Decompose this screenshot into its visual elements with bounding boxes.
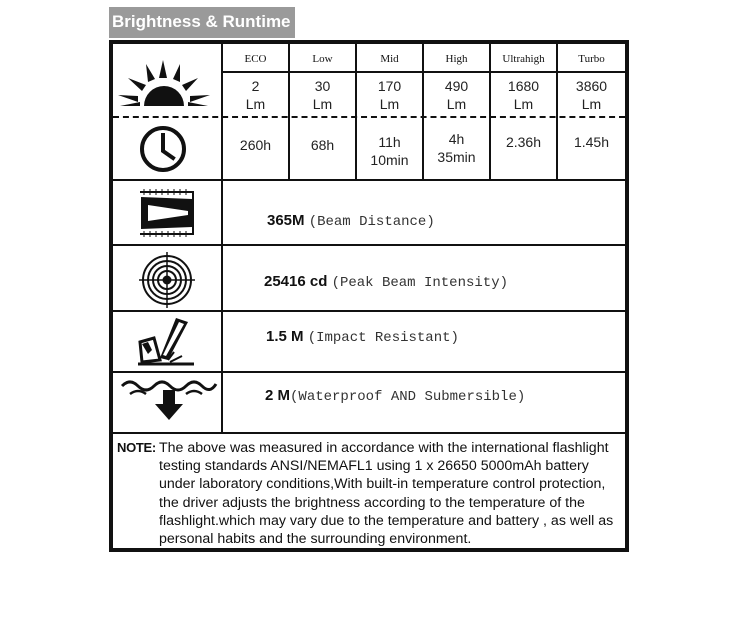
mode-header-high: High xyxy=(445,53,468,65)
output-high: 490 Lm xyxy=(444,78,469,112)
mode-header-mid: Mid xyxy=(380,53,399,65)
beam-distance-icon xyxy=(138,189,196,237)
runtime-low: 68h xyxy=(310,137,335,153)
output-mid: 170 Lm xyxy=(377,78,402,112)
dashed-divider xyxy=(113,116,625,118)
row-divider xyxy=(113,371,625,373)
row-divider xyxy=(113,179,625,181)
output-turbo: 3860 Lm xyxy=(575,78,608,112)
row-divider xyxy=(113,310,625,312)
beam-distance-spec: 365M (Beam Distance) xyxy=(267,212,435,230)
mode-header-ultrahigh: Ultrahigh xyxy=(502,53,545,65)
runtime-high: 4h 35min xyxy=(437,131,476,165)
section-title: Brightness & Runtime xyxy=(109,7,295,38)
impact-icon xyxy=(138,316,194,366)
mode-header-eco: ECO xyxy=(244,53,267,65)
target-icon xyxy=(139,252,195,308)
mode-header-low: Low xyxy=(312,53,333,65)
impact-resistance-spec: 1.5 M (Impact Resistant) xyxy=(266,328,459,346)
runtime-ultrahigh: 2.36h xyxy=(505,134,542,150)
note-label: NOTE: xyxy=(117,440,156,455)
clock-icon xyxy=(139,125,187,173)
output-low: 30 Lm xyxy=(312,78,333,112)
runtime-eco: 260h xyxy=(239,137,272,153)
row-divider xyxy=(113,432,625,434)
runtime-turbo: 1.45h xyxy=(573,134,610,150)
runtime-mid: 11h 10min xyxy=(370,134,409,168)
row-divider xyxy=(113,244,625,246)
waterproof-icon xyxy=(120,376,216,422)
sun-icon xyxy=(118,58,210,110)
header-divider xyxy=(221,71,625,73)
waterproof-spec: 2 M(Waterproof AND Submersible) xyxy=(265,387,526,405)
output-ultrahigh: 1680 Lm xyxy=(507,78,540,112)
note-text: The above was measured in accordance with the international flashlight testing standards ANSI/NEMAFL1 using 1 x 26650 5000mAh battery under laboratory conditions,With built-in temperature control protection, the driver adjusts the brightness according to the temperature of the flashlight.which may vary due to the temperature and battery , as well as personal habits and the surrounding environment. xyxy=(159,440,614,548)
output-eco: 2 Lm xyxy=(245,78,266,112)
peak-intensity-spec: 25416 cd (Peak Beam Intensity) xyxy=(264,273,508,291)
mode-header-turbo: Turbo xyxy=(578,53,605,65)
